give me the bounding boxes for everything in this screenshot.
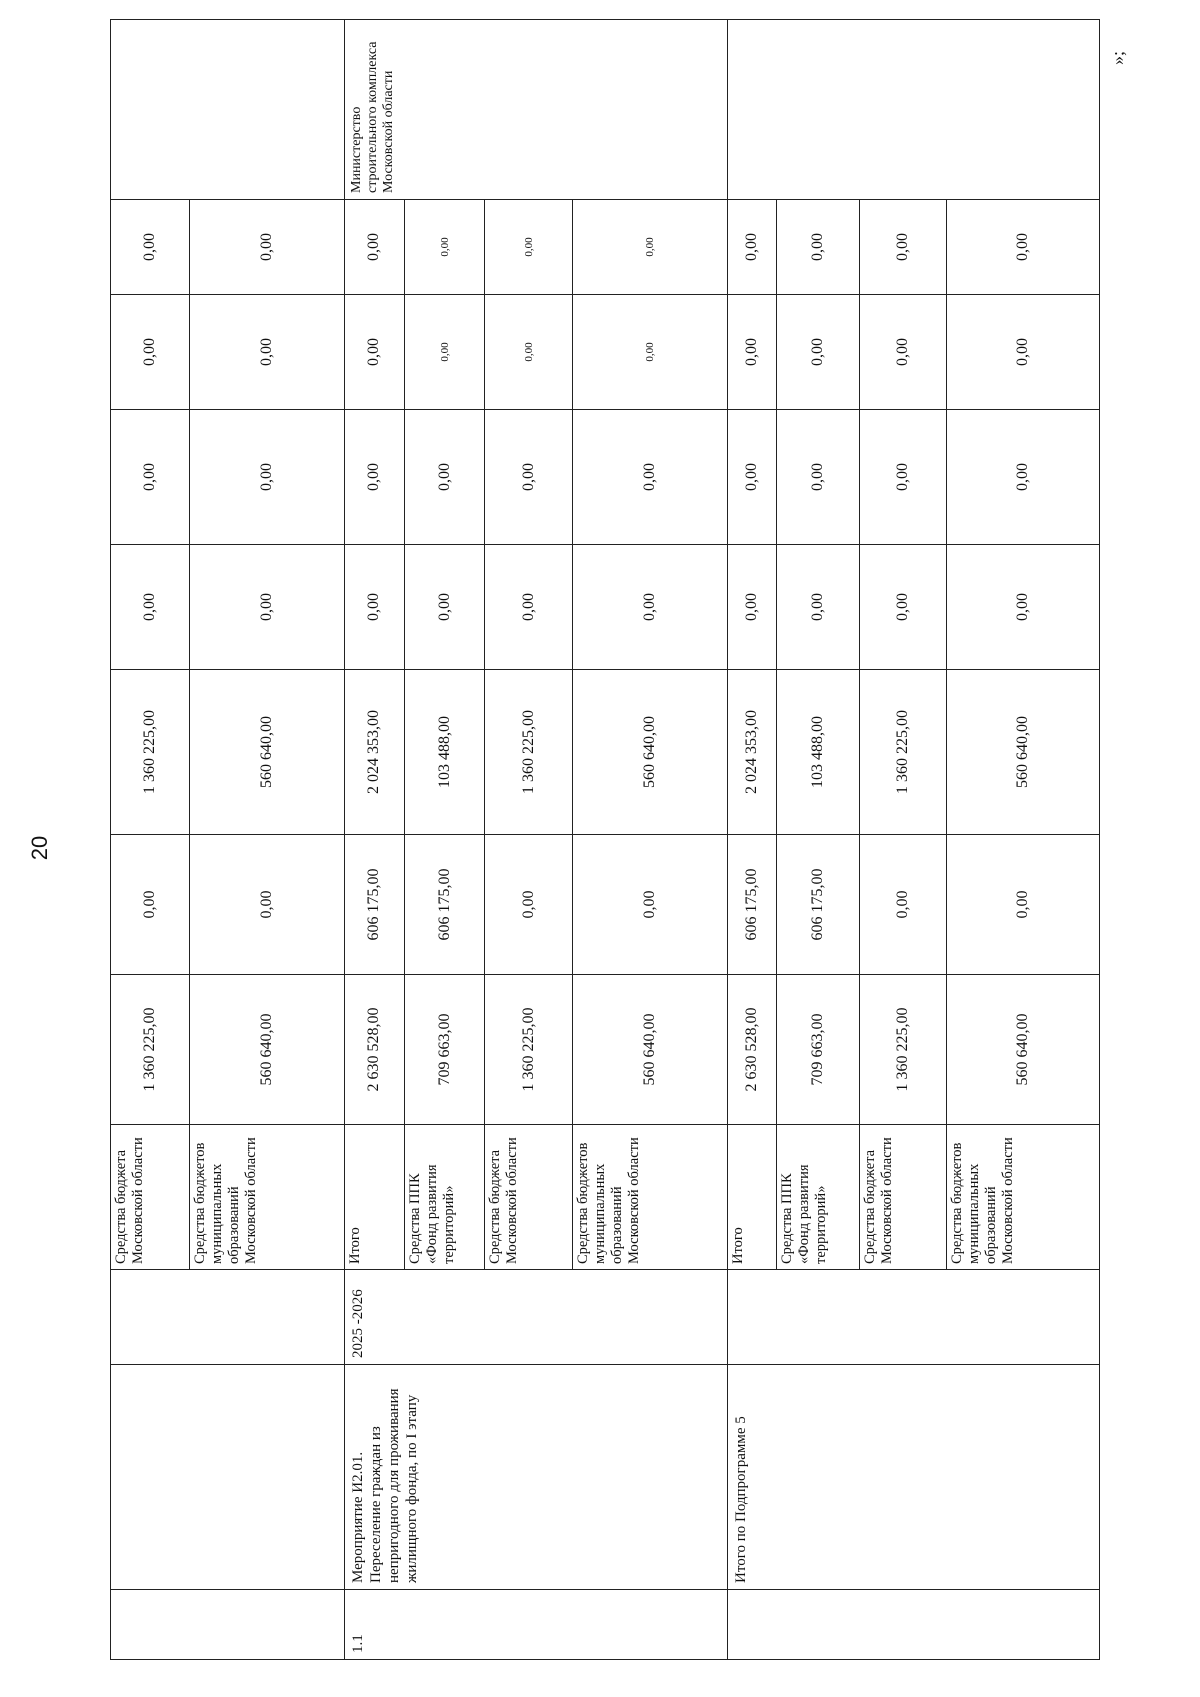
value-cell: 2 630 528,00 (727, 975, 776, 1125)
value-cell: 2 630 528,00 (344, 975, 404, 1125)
page-number: 20 (27, 835, 52, 861)
value-cell: 0,00 (485, 295, 572, 410)
value-cell: 606 175,00 (344, 835, 404, 975)
value-cell: 0,00 (947, 545, 1100, 670)
row-number-cell (111, 1590, 345, 1660)
funding-source-cell: Средства бюджета Московской области (485, 1125, 572, 1270)
value-cell: 709 663,00 (404, 975, 485, 1125)
value-cell: 606 175,00 (727, 835, 776, 975)
row-number-cell (727, 1590, 1099, 1660)
value-cell: 1 360 225,00 (111, 670, 190, 835)
value-cell: 560 640,00 (189, 670, 344, 835)
value-cell: 0,00 (111, 295, 190, 410)
executor-cell: Министерство строительного комплекса Московской области (344, 20, 727, 200)
value-cell: 0,00 (111, 200, 190, 295)
value-cell: 0,00 (485, 835, 572, 975)
value-cell: 0,00 (344, 200, 404, 295)
value-cell: 0,00 (485, 545, 572, 670)
value-cell: 560 640,00 (572, 670, 727, 835)
value-cell: 0,00 (189, 410, 344, 545)
value-cell: 0,00 (572, 295, 727, 410)
value-cell: 0,00 (727, 295, 776, 410)
executor-cell (727, 20, 1099, 200)
funding-table (110, 19, 1100, 1660)
value-cell: 0,00 (727, 545, 776, 670)
value-cell: 2 024 353,00 (344, 670, 404, 835)
value-cell: 0,00 (727, 410, 776, 545)
funding-source-cell: Средства бюджета Московской области (859, 1125, 946, 1270)
table-row (727, 20, 776, 1660)
rotated-table-wrapper (110, 20, 1100, 1660)
value-cell: 0,00 (344, 410, 404, 545)
value-cell: 0,00 (572, 545, 727, 670)
value-cell: 0,00 (572, 410, 727, 545)
value-cell: 0,00 (947, 835, 1100, 975)
value-cell: 0,00 (727, 200, 776, 295)
closing-quote-mark: »; (1107, 50, 1128, 66)
funding-source-cell: Средства бюджетов муниципальных образований Московской области (572, 1125, 727, 1270)
value-cell: 1 360 225,00 (859, 975, 946, 1125)
value-cell: 0,00 (947, 410, 1100, 545)
funding-source-cell: Итого (727, 1125, 776, 1270)
value-cell: 560 640,00 (947, 670, 1100, 835)
value-cell: 0,00 (859, 410, 946, 545)
period-cell: 2025 -2026 (344, 1270, 727, 1365)
value-cell: 0,00 (111, 410, 190, 545)
subprogram-total-cell: Итого по Подпрограмме 5 (727, 1365, 1099, 1590)
value-cell: 0,00 (189, 200, 344, 295)
value-cell: 0,00 (859, 835, 946, 975)
value-cell: 1 360 225,00 (859, 670, 946, 835)
value-cell: 709 663,00 (776, 975, 859, 1125)
value-cell: 0,00 (404, 545, 485, 670)
value-cell: 0,00 (776, 200, 859, 295)
value-cell: 0,00 (111, 545, 190, 670)
value-cell: 1 360 225,00 (111, 975, 190, 1125)
value-cell: 0,00 (776, 410, 859, 545)
value-cell: 0,00 (776, 295, 859, 410)
value-cell: 0,00 (947, 200, 1100, 295)
value-cell: 0,00 (189, 295, 344, 410)
row-number-cell: 1.1 (344, 1590, 727, 1660)
value-cell: 0,00 (485, 410, 572, 545)
funding-source-cell: Средства ППК «Фонд развития территорий» (404, 1125, 485, 1270)
value-cell: 0,00 (111, 835, 190, 975)
value-cell: 560 640,00 (572, 975, 727, 1125)
value-cell: 0,00 (776, 545, 859, 670)
period-cell (727, 1270, 1099, 1365)
table-row (344, 20, 404, 1660)
value-cell: 0,00 (572, 200, 727, 295)
funding-source-cell: Средства бюджета Московской области (111, 1125, 190, 1270)
funding-source-cell: Средства бюджетов муниципальных образований Московской области (947, 1125, 1100, 1270)
executor-cell (111, 20, 345, 200)
value-cell: 2 024 353,00 (727, 670, 776, 835)
value-cell: 0,00 (404, 410, 485, 545)
value-cell: 0,00 (404, 200, 485, 295)
value-cell: 606 175,00 (776, 835, 859, 975)
activity-name-cell: Мероприятие И2.01. Переселение граждан из непригодного для проживания жилищного фонда, по I этапу (344, 1365, 727, 1590)
value-cell: 103 488,00 (776, 670, 859, 835)
value-cell: 0,00 (485, 200, 572, 295)
value-cell: 0,00 (859, 200, 946, 295)
activity-name-cell (111, 1365, 345, 1590)
value-cell: 560 640,00 (947, 975, 1100, 1125)
value-cell: 0,00 (947, 295, 1100, 410)
value-cell: 0,00 (189, 545, 344, 670)
value-cell: 0,00 (859, 545, 946, 670)
value-cell: 1 360 225,00 (485, 670, 572, 835)
value-cell: 0,00 (344, 295, 404, 410)
value-cell: 560 640,00 (189, 975, 344, 1125)
funding-source-cell: Средства ППК «Фонд развития территорий» (776, 1125, 859, 1270)
value-cell: 0,00 (189, 835, 344, 975)
table-row (111, 20, 190, 1660)
value-cell: 606 175,00 (404, 835, 485, 975)
funding-source-cell: Итого (344, 1125, 404, 1270)
period-cell (111, 1270, 345, 1365)
value-cell: 0,00 (572, 835, 727, 975)
value-cell: 103 488,00 (404, 670, 485, 835)
value-cell: 1 360 225,00 (485, 975, 572, 1125)
value-cell: 0,00 (344, 545, 404, 670)
value-cell: 0,00 (859, 295, 946, 410)
value-cell: 0,00 (404, 295, 485, 410)
funding-source-cell: Средства бюджетов муниципальных образований Московской области (189, 1125, 344, 1270)
